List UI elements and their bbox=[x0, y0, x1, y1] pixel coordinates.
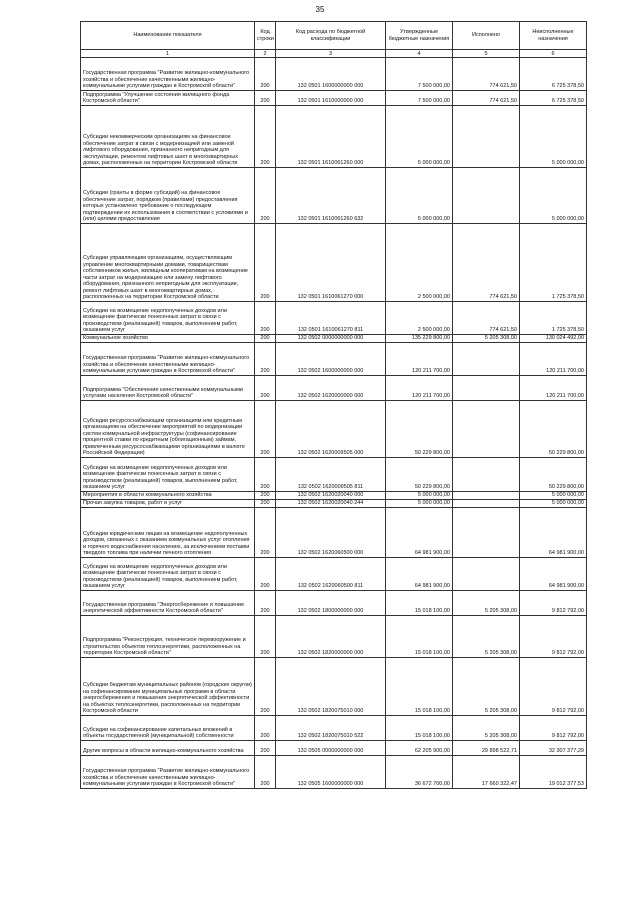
row-unexecuted-amount: 5 000 000,00 bbox=[520, 500, 587, 508]
row-approved-amount: 120 211 700,00 bbox=[386, 376, 453, 401]
row-classification-code: 132 0501 1610000000 000 bbox=[276, 91, 386, 106]
table-row bbox=[81, 591, 587, 616]
row-approved-amount: 135 229 800,00 bbox=[386, 335, 453, 343]
row-unexecuted-amount: 1 725 378,50 bbox=[520, 224, 587, 302]
row-executed-amount: 5 205 308,00 bbox=[453, 591, 520, 616]
budget-execution-table bbox=[80, 21, 587, 789]
row-unexecuted-amount: 5 000 000,00 bbox=[520, 492, 587, 500]
row-executed-amount bbox=[453, 492, 520, 500]
row-line-code: 200 bbox=[255, 756, 276, 789]
row-unexecuted-amount: 19 012 377,53 bbox=[520, 756, 587, 789]
row-executed-amount bbox=[453, 343, 520, 376]
row-line-code: 200 bbox=[255, 458, 276, 492]
table-row bbox=[81, 91, 587, 106]
row-unexecuted-amount: 64 981 900,00 bbox=[520, 508, 587, 558]
row-unexecuted-amount: 6 725 378,50 bbox=[520, 91, 587, 106]
row-classification-code: 132 0501 1610061260 632 bbox=[276, 168, 386, 224]
row-approved-amount: 64 981 900,00 bbox=[386, 508, 453, 558]
header-approved: Утвержденные бюджетные назначения bbox=[386, 22, 453, 50]
row-classification-code: 132 0502 1620060500 811 bbox=[276, 558, 386, 591]
row-indicator-name: Подпрограмма "Реконструкция, техническое перевооружение и строительство объектов теплоэнергетики, расположенных на территории Костромской области" bbox=[81, 616, 255, 658]
row-indicator-name: Субсидии бюджетам муниципальных районов (городских округов) на софинансирование муниципальных программ в области энергосбережения и повышения энергетической эффективности на объектах теплоэнергетики, расположенных на территории Костромской области bbox=[81, 658, 255, 716]
row-line-code: 200 bbox=[255, 335, 276, 343]
table-row bbox=[81, 335, 587, 343]
row-classification-code: 132 0502 1820000000 000 bbox=[276, 616, 386, 658]
row-approved-amount: 120 211 700,00 bbox=[386, 343, 453, 376]
row-indicator-name: Субсидии на возмещение недополученных доходов или возмещение фактически понесенных затрат в связи с производством (реализацией) товаров, выполнением работ, оказанием услуг bbox=[81, 302, 255, 335]
row-executed-amount: 774 621,50 bbox=[453, 91, 520, 106]
header-row bbox=[81, 22, 587, 50]
row-approved-amount: 50 229 800,00 bbox=[386, 458, 453, 492]
page-number: 35 bbox=[315, 5, 325, 14]
row-classification-code: 132 0502 1600000000 000 bbox=[276, 343, 386, 376]
table-row bbox=[81, 401, 587, 458]
row-line-code: 200 bbox=[255, 343, 276, 376]
table-row bbox=[81, 741, 587, 756]
row-indicator-name: Государственная программа "Энергосбережение и повышение энергетической эффективности Костромской области" bbox=[81, 591, 255, 616]
row-unexecuted-amount: 50 229 800,00 bbox=[520, 401, 587, 458]
row-unexecuted-amount: 9 812 792,00 bbox=[520, 658, 587, 716]
row-indicator-name: Субсидии юридическим лицам на возмещение недополученных доходов, связанных с оказанием коммунальных услуг отопления и горячего водоснабжения населению, за исключением поставки твердого топлива при наличии печного отопления bbox=[81, 508, 255, 558]
row-line-code: 200 bbox=[255, 224, 276, 302]
table-row bbox=[81, 500, 587, 508]
table-row bbox=[81, 224, 587, 302]
row-classification-code: 132 0502 1820075010 522 bbox=[276, 716, 386, 741]
row-classification-code: 132 0502 0000000000 000 bbox=[276, 335, 386, 343]
row-indicator-name: Субсидии управляющим организациям, осуществляющим управление многоквартирными домами, товариществам собственников жилья, жилищным кооперативам на возмещение части затрат на модернизацию или замену лифтового оборудования, признанного непригодным для эксплуатации, ремонт лифтовых шахт в многоквартирных домах, расположенных на территории Костромской области bbox=[81, 224, 255, 302]
row-line-code: 200 bbox=[255, 558, 276, 591]
row-executed-amount: 774 621,50 bbox=[453, 224, 520, 302]
row-executed-amount: 5 205 308,00 bbox=[453, 335, 520, 343]
row-unexecuted-amount: 32 307 377,29 bbox=[520, 741, 587, 756]
row-approved-amount: 15 018 100,00 bbox=[386, 616, 453, 658]
header-indicator-name: Наименование показателя bbox=[81, 22, 255, 50]
row-unexecuted-amount: 120 211 700,00 bbox=[520, 376, 587, 401]
row-unexecuted-amount: 9 812 792,00 bbox=[520, 716, 587, 741]
row-approved-amount: 5 000 000,00 bbox=[386, 500, 453, 508]
table-row bbox=[81, 376, 587, 401]
row-classification-code: 132 0501 1610061260 000 bbox=[276, 106, 386, 168]
table-row bbox=[81, 756, 587, 789]
row-line-code: 200 bbox=[255, 741, 276, 756]
row-executed-amount: 774 621,50 bbox=[453, 58, 520, 91]
table-row bbox=[81, 508, 587, 558]
row-unexecuted-amount: 130 024 492,00 bbox=[520, 335, 587, 343]
table-row bbox=[81, 58, 587, 91]
row-classification-code: 132 0502 1620009505 000 bbox=[276, 401, 386, 458]
row-executed-amount bbox=[453, 401, 520, 458]
row-unexecuted-amount: 1 725 378,50 bbox=[520, 302, 587, 335]
column-number: 1 bbox=[81, 50, 255, 58]
header-executed: Исполнено bbox=[453, 22, 520, 50]
row-unexecuted-amount: 9 812 792,00 bbox=[520, 616, 587, 658]
row-indicator-name: Коммунальное хозяйство bbox=[81, 335, 255, 343]
row-indicator-name: Мероприятия в области коммунального хозяйства bbox=[81, 492, 255, 500]
table-row bbox=[81, 343, 587, 376]
row-executed-amount bbox=[453, 168, 520, 224]
row-unexecuted-amount: 64 981 900,00 bbox=[520, 558, 587, 591]
table-row bbox=[81, 458, 587, 492]
row-indicator-name: Государственная программа "Развитие жилищно-коммунального хозяйства и обеспечение качественными жилищно-коммунальными услугами граждан в Костромской области" bbox=[81, 756, 255, 789]
row-classification-code: 132 0502 1620020040 244 bbox=[276, 500, 386, 508]
row-executed-amount: 774 621,50 bbox=[453, 302, 520, 335]
row-indicator-name: Субсидии некоммерческим организациям на финансовое обеспечение затрат в связи с модернизацией или заменой лифтового оборудования, признанного непригодным для эксплуатации, ремонтом лифтовых шахт в многоквартирных домах, расположенных на территории Костромской области bbox=[81, 106, 255, 168]
row-approved-amount: 50 229 800,00 bbox=[386, 401, 453, 458]
row-approved-amount: 7 500 000,00 bbox=[386, 58, 453, 91]
row-classification-code: 132 0502 1620000000 000 bbox=[276, 376, 386, 401]
row-unexecuted-amount: 6 725 378,50 bbox=[520, 58, 587, 91]
header-classification-code: Код расхода по бюджетной классификации bbox=[276, 22, 386, 50]
row-line-code: 200 bbox=[255, 376, 276, 401]
column-number-row bbox=[81, 50, 587, 58]
row-unexecuted-amount: 5 000 000,00 bbox=[520, 168, 587, 224]
row-approved-amount: 15 018 100,00 bbox=[386, 658, 453, 716]
row-line-code: 200 bbox=[255, 401, 276, 458]
row-line-code: 200 bbox=[255, 91, 276, 106]
row-classification-code: 132 0502 1820075010 000 bbox=[276, 658, 386, 716]
row-indicator-name: Подпрограмма "Улучшение состояния жилищного фонда Костромской области" bbox=[81, 91, 255, 106]
row-executed-amount bbox=[453, 376, 520, 401]
row-executed-amount: 17 660 322,47 bbox=[453, 756, 520, 789]
table-row bbox=[81, 492, 587, 500]
row-executed-amount: 29 898 522,71 bbox=[453, 741, 520, 756]
row-executed-amount bbox=[453, 500, 520, 508]
row-indicator-name: Субсидии ресурсоснабжающим организациям или кредитным организациям на обеспечение мероприятий по модернизации систем коммунальной инфраструктуры (софинансирование процентной ставки по кредитным (облигационным) займам, привлеченным ресурсоснабжающими организациями в валюте Российской Федерации) bbox=[81, 401, 255, 458]
column-number: 6 bbox=[520, 50, 587, 58]
row-classification-code: 132 0501 1610061270 811 bbox=[276, 302, 386, 335]
column-number: 4 bbox=[386, 50, 453, 58]
row-indicator-name: Другие вопросы в области жилищно-коммунального хозяйства bbox=[81, 741, 255, 756]
row-executed-amount bbox=[453, 558, 520, 591]
row-unexecuted-amount: 50 229 800,00 bbox=[520, 458, 587, 492]
row-indicator-name: Субсидии на возмещение недополученных доходов или возмещение фактически понесенных затрат в связи с производством (реализацией) товаров, выполнением работ, оказанием услуг bbox=[81, 458, 255, 492]
column-number: 3 bbox=[276, 50, 386, 58]
row-approved-amount: 36 672 700,00 bbox=[386, 756, 453, 789]
row-classification-code: 132 0502 1800000000 000 bbox=[276, 591, 386, 616]
row-classification-code: 132 0502 1620009505 811 bbox=[276, 458, 386, 492]
row-executed-amount bbox=[453, 106, 520, 168]
row-approved-amount: 2 500 000,00 bbox=[386, 302, 453, 335]
column-number: 2 bbox=[255, 50, 276, 58]
row-approved-amount: 7 500 000,00 bbox=[386, 91, 453, 106]
row-line-code: 200 bbox=[255, 106, 276, 168]
row-unexecuted-amount: 5 000 000,00 bbox=[520, 106, 587, 168]
row-indicator-name: Государственная программа "Развитие жилищно-коммунального хозяйства и обеспечение качественными жилищно-коммунальными услугами граждан в Костромской области" bbox=[81, 58, 255, 91]
row-approved-amount: 15 018 100,00 bbox=[386, 716, 453, 741]
row-line-code: 200 bbox=[255, 168, 276, 224]
row-line-code: 200 bbox=[255, 508, 276, 558]
row-approved-amount: 62 205 900,00 bbox=[386, 741, 453, 756]
row-unexecuted-amount: 9 812 792,00 bbox=[520, 591, 587, 616]
row-approved-amount: 5 000 000,00 bbox=[386, 106, 453, 168]
table-body bbox=[81, 58, 587, 789]
row-executed-amount: 5 205 308,00 bbox=[453, 658, 520, 716]
row-unexecuted-amount: 120 211 700,00 bbox=[520, 343, 587, 376]
table-row bbox=[81, 716, 587, 741]
row-approved-amount: 15 018 100,00 bbox=[386, 591, 453, 616]
row-line-code: 200 bbox=[255, 58, 276, 91]
row-approved-amount: 2 500 000,00 bbox=[386, 224, 453, 302]
row-indicator-name: Прочая закупка товаров, работ и услуг bbox=[81, 500, 255, 508]
table-row bbox=[81, 558, 587, 591]
row-approved-amount: 64 981 900,00 bbox=[386, 558, 453, 591]
table-row bbox=[81, 302, 587, 335]
row-line-code: 200 bbox=[255, 500, 276, 508]
row-classification-code: 132 0501 1610061270 000 bbox=[276, 224, 386, 302]
row-classification-code: 132 0502 1620020040 000 bbox=[276, 492, 386, 500]
row-classification-code: 132 0502 1620060500 000 bbox=[276, 508, 386, 558]
row-approved-amount: 5 000 000,00 bbox=[386, 492, 453, 500]
row-executed-amount bbox=[453, 458, 520, 492]
row-indicator-name: Государственная программа "Развитие жилищно-коммунального хозяйства и обеспечение качественными жилищно-коммунальными услугами граждан в Костромской области" bbox=[81, 343, 255, 376]
header-line-code: Код строки bbox=[255, 22, 276, 50]
row-line-code: 200 bbox=[255, 302, 276, 335]
row-classification-code: 132 0505 0000000000 000 bbox=[276, 741, 386, 756]
row-line-code: 200 bbox=[255, 716, 276, 741]
row-line-code: 200 bbox=[255, 591, 276, 616]
row-executed-amount: 5 205 308,00 bbox=[453, 616, 520, 658]
table-row bbox=[81, 616, 587, 658]
row-classification-code: 132 0501 1600000000 000 bbox=[276, 58, 386, 91]
row-line-code: 200 bbox=[255, 658, 276, 716]
row-executed-amount bbox=[453, 508, 520, 558]
row-executed-amount: 5 205 308,00 bbox=[453, 716, 520, 741]
row-line-code: 200 bbox=[255, 492, 276, 500]
column-number: 5 bbox=[453, 50, 520, 58]
row-line-code: 200 bbox=[255, 616, 276, 658]
row-indicator-name: Субсидии на возмещение недополученных доходов или возмещение фактически понесенных затрат в связи с производством (реализацией) товаров, выполнением работ, оказанием услуг bbox=[81, 558, 255, 591]
row-classification-code: 132 0505 1600000000 000 bbox=[276, 756, 386, 789]
table-row bbox=[81, 106, 587, 168]
row-indicator-name: Субсидии (гранты в форме субсидий) на финансовое обеспечение затрат, порядком (правилами) предоставления которых установлено требование о последующем подтверждении их использования в соответствии с условиями и (или) целями предоставления bbox=[81, 168, 255, 224]
header-unexecuted: Неисполненные назначения bbox=[520, 22, 587, 50]
row-approved-amount: 5 000 000,00 bbox=[386, 168, 453, 224]
table-row bbox=[81, 658, 587, 716]
row-indicator-name: Субсидии на софинансирование капитальных вложений в объекты государственной (муниципальной) собственности bbox=[81, 716, 255, 741]
table-row bbox=[81, 168, 587, 224]
row-indicator-name: Подпрограмма "Обеспечение качественными коммунальными услугами населения Костромской области" bbox=[81, 376, 255, 401]
